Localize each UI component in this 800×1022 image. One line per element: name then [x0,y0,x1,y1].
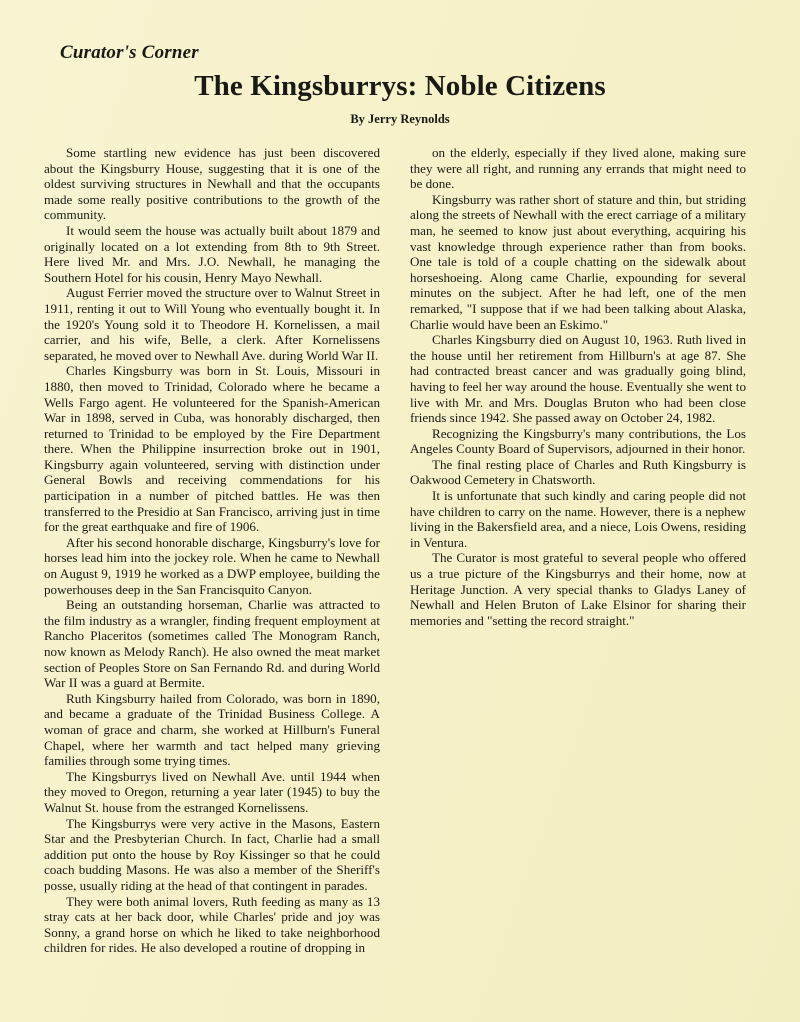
paragraph: The final resting place of Charles and Ruth Kingsburry is Oakwood Cemetery in Chatsworth. [410,456,746,488]
paragraph: The Curator is most grateful to several people who offered us a true picture of the Kingsburrys and their home, now at Heritage Junction. A very special thanks to Gladys Laney of Newhall and Helen Bruton of Lake Elsinor for sharing their memories and "setting the record straight." [410,550,746,628]
paragraph: Kingsburry was rather short of stature and thin, but striding along the streets of Newhall with the erect carriage of a military man, he seemed to know just about everything, acquiring his vast knowledge through experience rather than from books. One tale is told of a couple chatting on the sidewalk about horseshoeing. Along came Charlie, expounding for several minutes on the subject. After he had left, one of the men remarked, "I suppose that if we had been talking about Alaska, Charlie would have been an Eskimo." [410,191,746,332]
paragraph: The Kingsburrys lived on Newhall Ave. until 1944 when they moved to Oregon, returning a year later (1945) to buy the Walnut St. house from the estranged Kornelissens. [44,768,380,815]
byline: By Jerry Reynolds [350,112,450,126]
paragraph: Ruth Kingsburry hailed from Colorado, was born in 1890, and became a graduate of the Trinidad Business College. A woman of grace and charm, she worked at Hillburn's Funeral Chapel, where her warmth and tact helped many grieving families through some trying times. [44,690,380,769]
paragraph: Charles Kingsburry died on August 10, 1963. Ruth lived in the house until her retirement from Hillburn's at age 87. She had contracted breast cancer and was gradually going blind, having to feel her way around the house. Eventually she went to live with Mr. and Mrs. Douglas Bruton who had been close friends since 1942. She passed away on October 24, 1982. [410,332,746,426]
page-title: The Kingsburrys: Noble Citizens [194,70,606,102]
paragraph: Being an outstanding horseman, Charlie was attracted to the film industry as a wrangler, finding frequent employment at Rancho Placeritos (sometimes called The Monogram Ranch, now known as Melody Ranch). He also owned the meat market section of Peoples Store on San Fernando Rd. and during World War II was a guard at Bermite. [44,597,380,691]
paragraph: August Ferrier moved the structure over to Walnut Street in 1911, renting it out to Will Young who eventually bought it. In the 1920's Young sold it to Theodore H. Kornelissen, a mail carrier, and his wife, Belle, a clerk. After Kornelissens separated, he moved over to Newhall Ave. during World War II. [44,285,380,363]
paragraph: Charles Kingsburry was born in St. Louis, Missouri in 1880, then moved to Trinidad, Colorado where he became a Wells Fargo agent. He volunteered for the Spanish-American War in 1898, served in Cuba, was honorably discharged, then returned to Trinidad to be employed by the Fire Department there. When the Philippine insurrection broke out in 1901, Kingsburry again volunteered, serving with distinction under General Bowls and receiving commendations for his participation in a number of pitched battles. He was then transferred to the Presidio at San Francisco, arriving just in time for the great earthquake and fire of 1906. [44,363,380,535]
paragraph: on the elderly, especially if they lived alone, making sure they were all right, and running any errands that might need to be done. [410,145,746,192]
paragraph: They were both animal lovers, Ruth feeding as many as 13 stray cats at her back door, while Charles' pride and joy was Sonny, a grand horse on which he liked to take neighborhood children for rides. He also developed a routine of dropping in [44,893,380,956]
column-left [44,145,380,956]
paragraph: It is unfortunate that such kindly and caring people did not have children to carry on the name. However, there is a nephew living in the Bakersfield area, and a niece, Lois Owens, residing in Ventura. [410,488,746,550]
paragraph: Recognizing the Kingsburry's many contributions, the Los Angeles County Board of Supervisors, adjourned in their honor. [410,425,746,457]
paragraph: It would seem the house was actually built about 1879 and originally located on a lot extending from 8th to 9th Street. Here lived Mr. and Mrs. J.O. Newhall, he managing the Southern Hotel for his cousin, Henry Mayo Newhall. [44,222,380,285]
paragraph: The Kingsburrys were very active in the Masons, Eastern Star and the Presbyterian Church. In fact, Charlie had a small addition put onto the house by Roy Kissinger so that he could coach budding Masons. He was also a member of the Sheriff's posse, usually riding at the head of that contingent in parades. [44,815,380,893]
article-columns [44,145,756,956]
paragraph: After his second honorable discharge, Kingsburry's love for horses lead him into the jockey role. When he came to Newhall on August 9, 1919 he worked as a DWP employee, building the powerhouses deep in the San Francisquito Canyon. [44,534,380,597]
column-right [410,145,746,956]
paragraph: Some startling new evidence has just been discovered about the Kingsburry House, suggesting that it is one of the oldest surviving structures in Newhall and that the occupants made some really positive contributions to the growth of the community. [44,145,380,223]
column-kicker: Curator's Corner [60,42,199,63]
